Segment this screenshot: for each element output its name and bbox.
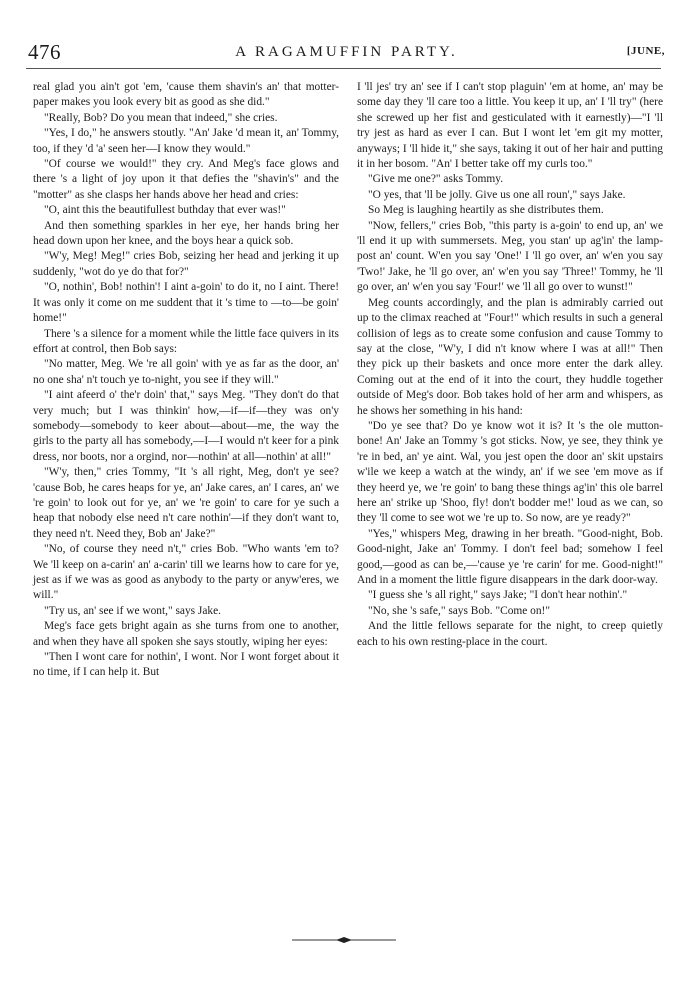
left-column (33, 80, 339, 681)
paragraph: I 'll jes' try an' see if I can't stop plaguin' 'em at home, an' may be some day they 'll care too a little. You keep it up, an' I 'll try" (here she screwed up her fist and gesticulated with it earnestly)—"I 'll try jest as hard as ever I can. But I wont let 'em git my motter, anyways; I 'll hide it," she says, taking it out of her hair and putting it in her bosom. "An' I better take off my curls too." (357, 81, 663, 171)
paragraph: There 's a silence for a moment while the little face quivers in its effort at control, then Bob says: (33, 327, 339, 355)
paragraph: "No, of course they need n't," cries Bob. "Who wants 'em to? We 'll keep on a-carin' an' a-carin' till we learns how to care for ye, jest as if we was as good as anybody to the party or anyw'eres, we will." (33, 543, 339, 602)
paragraph: "Now, fellers," cries Bob, "this party is a-goin' to end up, an' we 'll end it up with summersets. Meg, you stan' up ag'in' the lamp-post an' count. W'en you say 'One!' I 'll go over, an' w'en you say 'Two!' Jake, he 'll go over, an' w'en you say 'Three!' Tommy, he 'll go over, an' w'en you say 'Four!' we 'll all go over to wunst!" (357, 219, 663, 294)
paragraph: "Of course we would!" they cry. And Meg's face glows and there 's a light of joy upon it that defies the "shavin's" and the "motter" as she clasps her hands above her head and cries: (33, 158, 339, 201)
paragraph: "W'y, Meg! Meg!" cries Bob, seizing her head and jerking it up suddenly, "wot do ye do that for?" (33, 250, 339, 278)
paragraph: "O, nothin', Bob! nothin'! I aint a-goin' to do it, no I aint. There! It was only it come on me suddent that it 's time to —to—be goin' home!" (33, 281, 339, 325)
paragraph: "Try us, an' see if we wont," says Jake. (44, 604, 222, 617)
paragraph: real glad you ain't got 'em, 'cause them shavin's an' that motter-paper makes you look every bit as good as she did." (33, 81, 339, 109)
end-ornament (292, 937, 396, 943)
paragraph: "Then I wont care for nothin', I wont. Nor I wont forget about it no time, if I can help it. But (33, 651, 339, 679)
paragraph: "Yes, I do," he answers stoutly. "An' Jake 'd mean it, an' Tommy, too, if they 'd 'a' seen her—I know they would." (33, 127, 339, 155)
issue-month: [JUNE, (626, 45, 665, 57)
running-header (28, 38, 665, 68)
paragraph: "O, aint this the beautifullest buthday that ever was!" (44, 204, 286, 217)
paragraph: "Do ye see that? Do ye know wot it is? It 's the ole mutton-bone! An' Jake an Tommy 's got sticks. Now, ye see, they think ye 're in bed, an' ye aint. Wal, you jest open the door an' skit upstairs w'ile we keep a watch at the windy, an' if we see 'em move as if they heerd ye, we 're goin' to bang these things ag'in' this ole barrel here an' strike up 'Shoo, fly! don't bodder me!' loud as we can, so they 'll come to see wot we 're up to. So now, are ye ready?" (357, 419, 663, 525)
paragraph: Meg counts accordingly, and the plan is admirably carried out up to the climax reached at "Four!" which results in such a general collision of legs as to create some confusion and cause Tommy to say at the close, "W'y, I did n't know where I was at all!" Then they pick up their baskets and once more enter the dark alley. Coming out at the end of it into the court, they huddle together outside of Meg's door. Bob takes hold of her arm and whispers, as he shows her something in his hand: (357, 296, 663, 417)
header-rule (26, 68, 661, 69)
paragraph: "Yes," whispers Meg, drawing in her breath. "Good-night, Bob. Good-night, Jake an' Tommy. I don't feel bad; somehow I feel good,—good as can be,—'cause ye 're carin' for me. Good-night!" And in a moment the little figure disappears in the dark door-way. (357, 527, 663, 586)
paragraph: "Give me one?" asks Tommy. (368, 173, 504, 186)
paragraph: Meg's face gets bright again as she turns from one to another, and when they have all spoken she says stoutly, wiping her eyes: (33, 620, 339, 648)
paragraph: "I aint afeerd o' the'r doin' that," says Meg. "They don't do that very much; but I was thinkin' how,—if—if—they was on'y somebody—somebody to keer about—about—me, the way the girls to the party all has somebody,—I—I would n't keer for a pink dress, nor boots, nor a orgind, nor—nothin' at all—nothin' at all!" (33, 389, 339, 463)
paragraph: "No matter, Meg. We 're all goin' with ye as far as the door, an' no one sha' n't touch ye to-night, you see if they will." (33, 358, 339, 386)
paragraph: "No, she 's safe," says Bob. "Come on!" (368, 604, 550, 617)
paragraph: And the little fellows separate for the night, to creep quietly each to his own resting-place in the court. (357, 620, 663, 648)
page-number: 476 (28, 40, 61, 64)
right-column (357, 80, 663, 650)
paragraph: So Meg is laughing heartily as she distributes them. (368, 204, 604, 217)
paragraph: "O yes, that 'll be jolly. Give us one all roun'," says Jake. (368, 188, 626, 201)
paragraph: And then something sparkles in her eye, her hands bring her head down upon her knee, and the boys hear a quick sob. (33, 219, 339, 248)
paragraph: "W'y, then," cries Tommy, "It 's all right, Meg, don't ye see? 'cause Bob, he cares heaps for ye, an' Jake cares, an' I cares, an' we 're goin' to look out for ye, an' we 're goin' to care for ye such a heap that nobody else need n't care nothin'—if they don't want to, they need n't. Need they, Bob an' Jake?" (33, 466, 339, 540)
paragraph: "I guess she 's all right," says Jake; "I don't hear nothin'." (368, 589, 628, 602)
paragraph: "Really, Bob? Do you mean that indeed," she cries. (44, 111, 278, 124)
running-title: A RAGAMUFFIN PARTY. (235, 44, 458, 60)
